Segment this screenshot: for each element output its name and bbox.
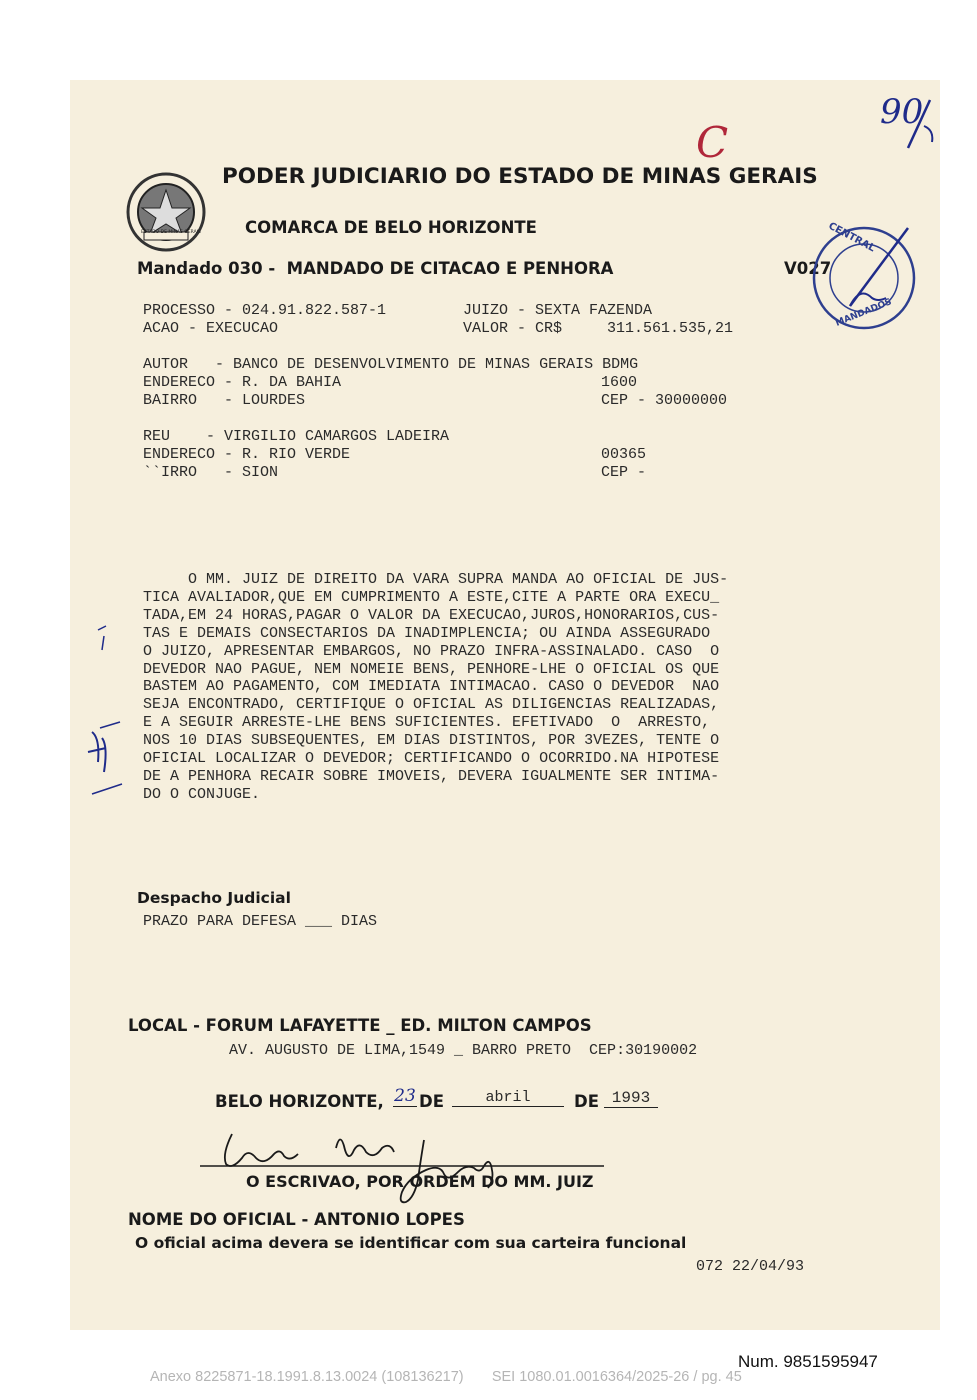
body-line: O JUIZO, APRESENTAR EMBARGOS, NO PRAZO INFRA-ASSINALADO. CASO O [143, 642, 720, 660]
comarca-title: COMARCA DE BELO HORIZONTE [245, 218, 537, 237]
margin-handwriting-marks [82, 612, 142, 812]
autor-numero: 1600 [601, 374, 638, 391]
body-line: DEVEDOR NAO PAGUE, NEM NOMEIE BENS, PENHORE-LHE O OFICIAL OS QUE [143, 660, 720, 678]
stamp-bottom-text: MANDADOS [834, 297, 894, 329]
reu-numero: 00365 [601, 446, 647, 463]
body-line: TADA,EM 24 HORAS,PAGAR O VALOR DA EXECUCAO,JUROS,HONORARIOS,CUS- [143, 606, 720, 624]
acao: ACAO - EXECUCAO [143, 320, 279, 337]
annex-reference: Anexo 8225871-18.1991.8.13.0024 (108136217) SEI 1080.01.0016364/2025-26 / pg. 45 [150, 1369, 742, 1385]
body-line: DE A PENHORA RECAIR SOBRE IMOVEIS, DEVERA IGUALMENTE SER INTIMA- [143, 767, 720, 785]
date-day: 23 [394, 1086, 416, 1106]
handwritten-initial-c: C [696, 118, 729, 167]
date-prefix: BELO HORIZONTE, [215, 1092, 384, 1111]
autor-bairro: BAIRRO - LOURDES [143, 392, 306, 409]
oficial-nome: NOME DO OFICIAL - ANTONIO LOPES [128, 1210, 465, 1229]
body-line: NOS 10 DIAS SUBSEQUENTES, EM DIAS DISTINTOS, POR 3VEZES, TENTE O [143, 732, 720, 750]
processo-number: PROCESSO - 024.91.822.587-1 [143, 302, 387, 319]
form-code: V027 [784, 259, 832, 278]
reu-endereco: ENDERECO - R. RIO VERDE [143, 446, 351, 463]
despacho-title: Despacho Judicial [137, 889, 291, 907]
local-forum: LOCAL - FORUM LAFAYETTE _ ED. MILTON CAMPOS [128, 1016, 592, 1035]
handwritten-page-number: 90 [880, 92, 924, 132]
signature-caption: O ESCRIVAO, POR ORDEM DO MM. JUIZ [246, 1172, 594, 1191]
court-title: PODER JUDICIARIO DO ESTADO DE MINAS GERAIS [222, 164, 818, 189]
local-endereco: AV. AUGUSTO DE LIMA,1549 _ BARRO PRETO CEP:30190002 [229, 1042, 698, 1059]
body-line: BASTEM AO PAGAMENTO, COM IMEDIATA INTIMACAO. CASO O DEVEDOR NAO [143, 678, 720, 696]
autor-endereco: ENDERECO - R. DA BAHIA [143, 374, 342, 391]
body-line: TAS E DEMAIS CONSECTARIOS DA INADIMPLENCIA; OU AINDA ASSEGURADO [143, 624, 711, 642]
autor-nome: AUTOR - BANCO DE DESENVOLVIMENTO DE MINAS GERAIS BDMG [143, 356, 639, 373]
oficial-aviso: O oficial acima devera se identificar com sua carteira funcional [135, 1234, 687, 1252]
date-de-1: DE [419, 1092, 444, 1111]
document-num: Num. 9851595947 [738, 1352, 878, 1371]
date-de-2: DE [574, 1092, 599, 1111]
body-line: TICA AVALIADOR,QUE EM CUMPRIMENTO A ESTE,CITE A PARTE ORA EXECU_ [143, 588, 720, 606]
reu-nome: REU - VIRGILIO CAMARGOS LADEIRA [143, 428, 450, 445]
body-line: OFICIAL LOCALIZAR O DEVEDOR; CERTIFICANDO O OCORRIDO.NA HIPOTESE [143, 750, 720, 768]
date-month: abril [452, 1089, 564, 1107]
mandado-title: Mandado 030 - MANDADO DE CITACAO E PENHORA [137, 259, 614, 278]
handwritten-signature-icon [196, 1120, 606, 1210]
date-year: 1993 [604, 1089, 658, 1108]
body-line: DO O CONJUGE. [143, 785, 261, 803]
juizo: JUIZO - SEXTA FAZENDA [463, 302, 653, 319]
seal-banner-text: ESTADO DE MINAS GERAIS [141, 230, 201, 235]
body-line: E A SEGUIR ARRESTE-LHE BENS SUFICIENTES. EFETIVADO O ARRESTO, [143, 714, 711, 732]
autor-cep: CEP - 30000000 [601, 392, 728, 409]
body-line: O MM. JUIZ DE DIREITO DA VARA SUPRA MANDA AO OFICIAL DE JUS- [143, 571, 729, 588]
reu-bairro: ``IRRO - SION [143, 464, 279, 481]
reu-cep: CEP - [601, 464, 647, 481]
stamp-top-text: CENTRAL [826, 220, 877, 255]
body-line: SEJA ENCONTRADO, CERTIFIQUE O OFICIAL AS DILIGENCIAS REALIZADAS, [143, 696, 720, 714]
valor: VALOR - CR$ 311.561.535,21 [463, 320, 734, 337]
handwritten-slash-mark [900, 96, 940, 156]
form-date-code: 072 22/04/93 [696, 1258, 805, 1275]
body-text [143, 571, 728, 804]
coat-of-arms-seal-icon [124, 170, 208, 254]
prazo-defesa: PRAZO PARA DEFESA ___ DIAS [143, 913, 378, 930]
